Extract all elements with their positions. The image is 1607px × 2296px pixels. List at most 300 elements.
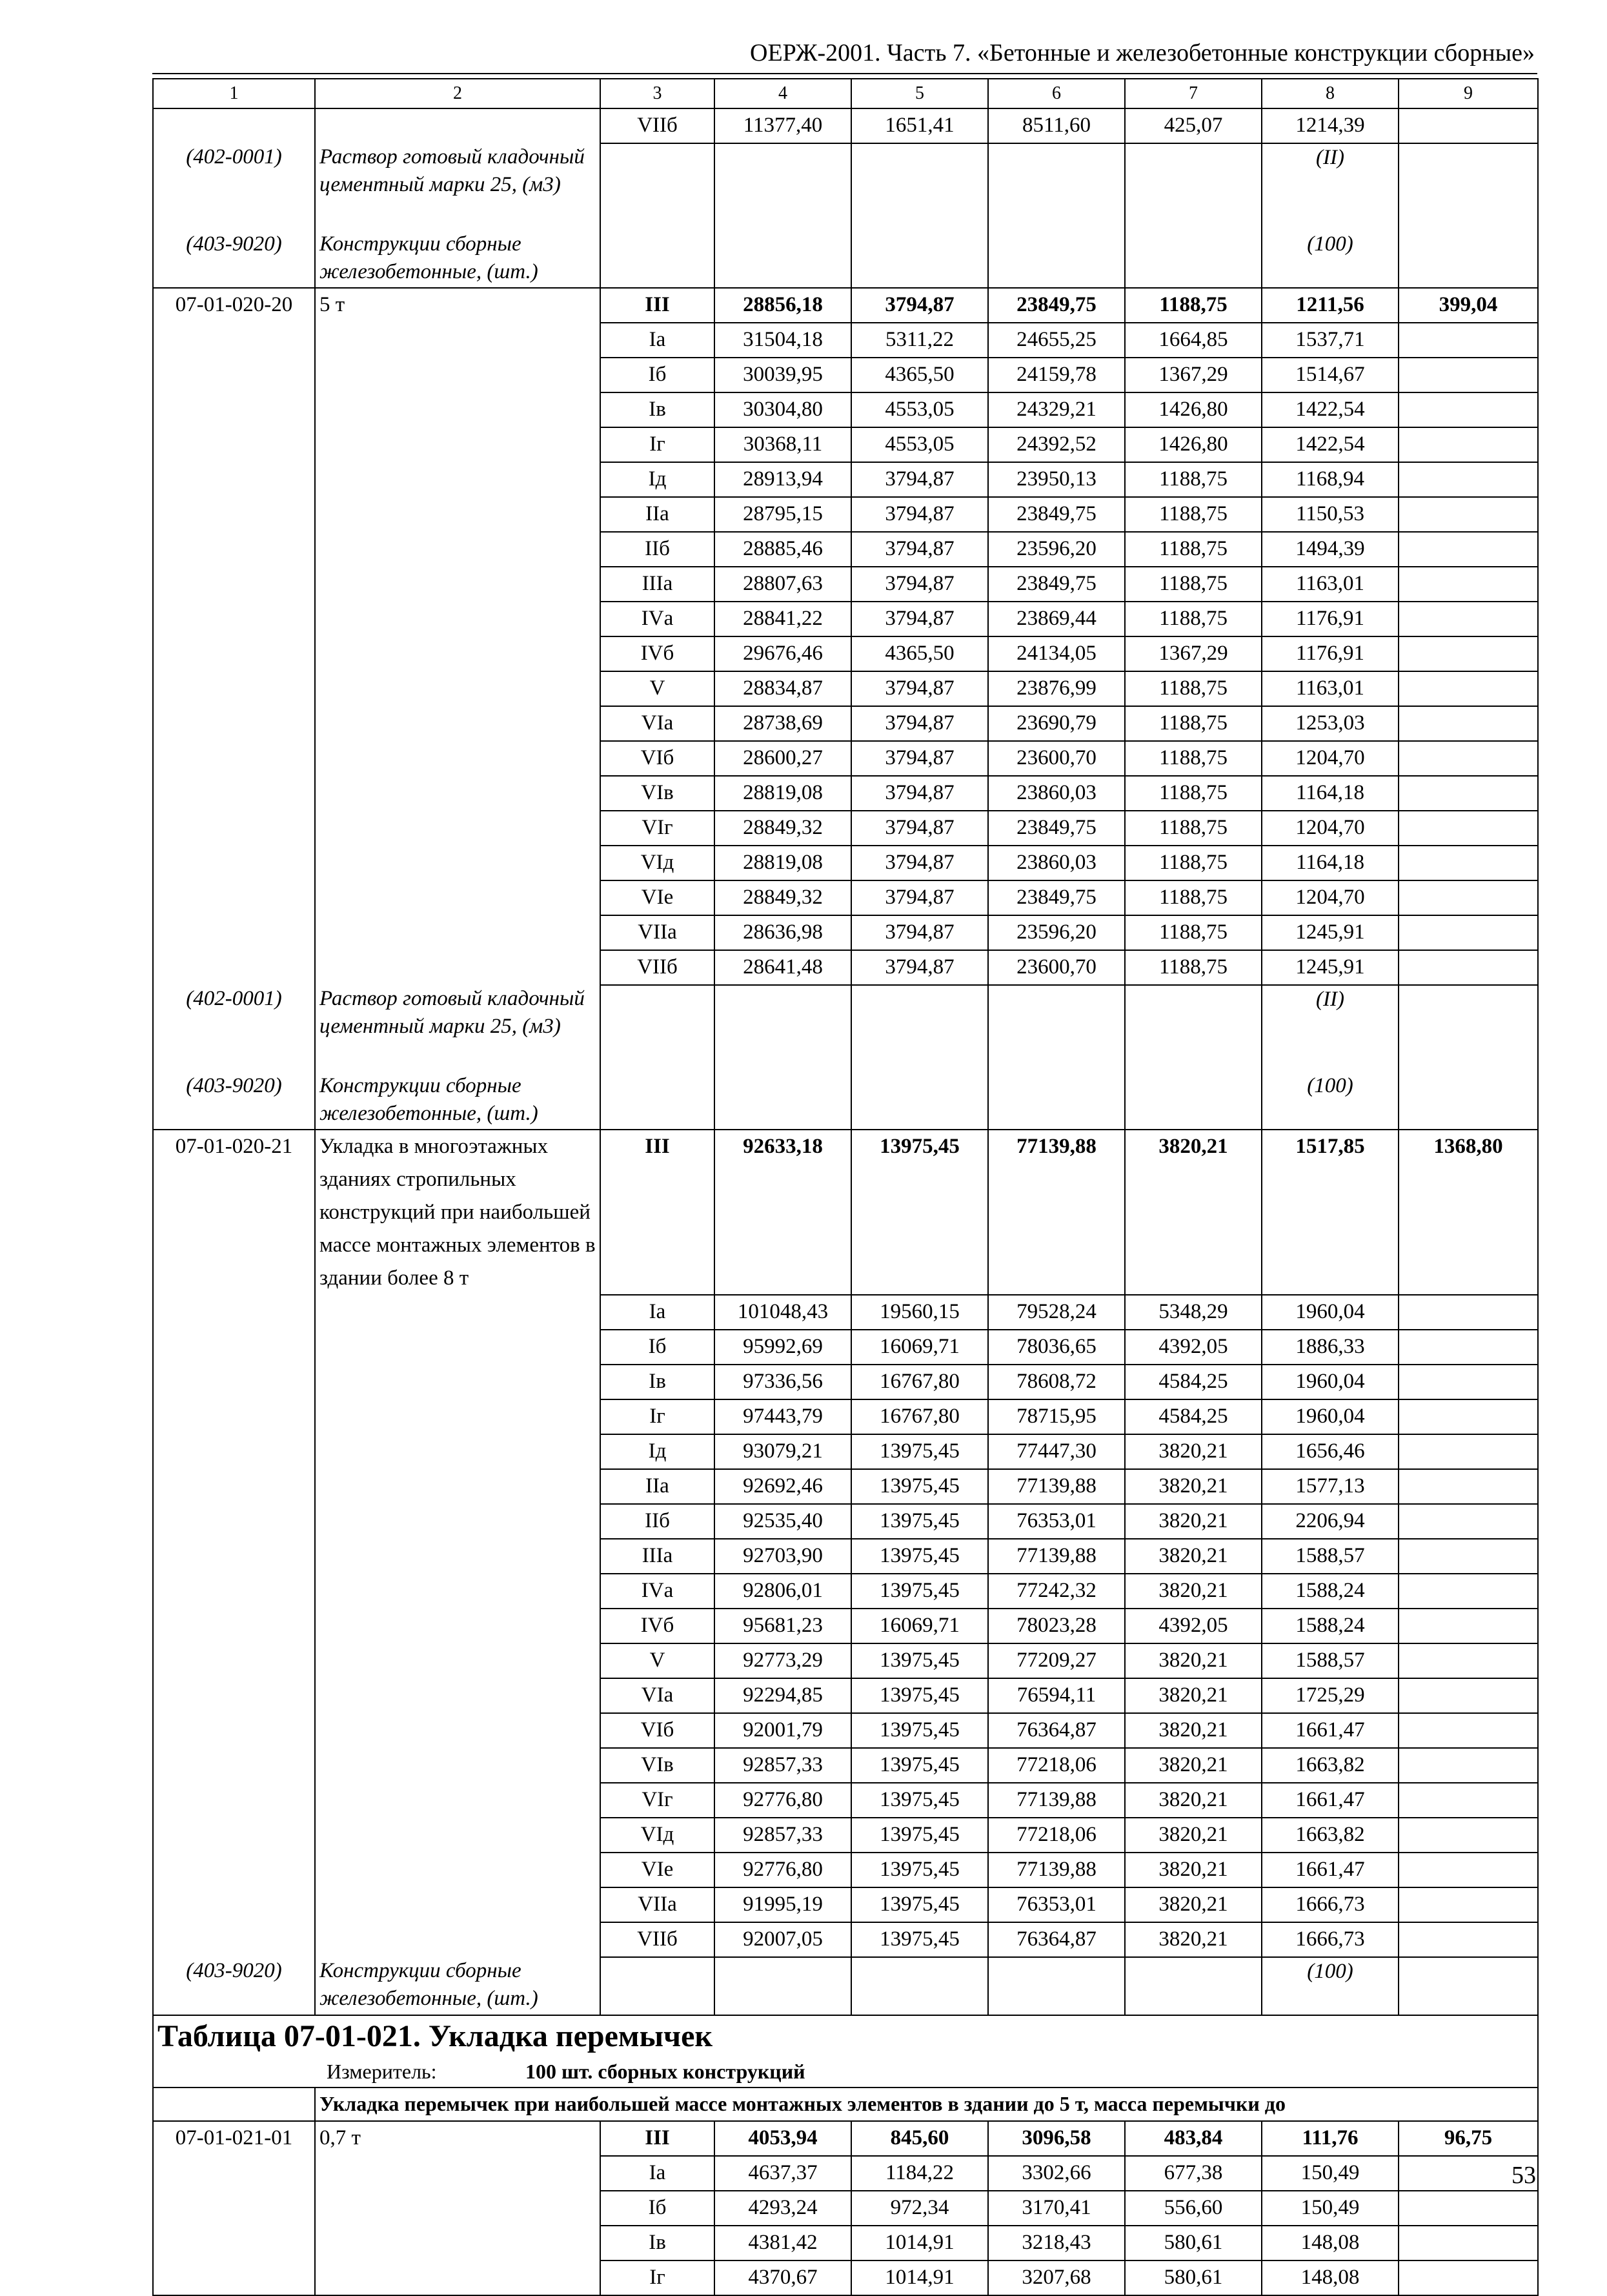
value-cell-c9 — [1399, 1609, 1538, 1643]
rate-name-cell — [315, 671, 600, 706]
value-cell-c6: 77139,88 — [988, 1539, 1125, 1574]
region-cell: IIб — [600, 532, 714, 567]
resource-code: (403-9020) — [153, 1957, 315, 2015]
value-cell-c6: 77242,32 — [988, 1574, 1125, 1609]
value-cell-c4: 28795,15 — [714, 497, 851, 532]
value-cell-c8: 1163,01 — [1262, 671, 1399, 706]
rate-name-cell — [315, 741, 600, 776]
value-cell-c8: 1661,47 — [1262, 1713, 1399, 1748]
value-cell-c5: 3794,87 — [851, 288, 988, 323]
rate-code-cell — [153, 1504, 315, 1539]
value-cell-c7: 4584,25 — [1125, 1399, 1262, 1434]
value-cell-c6: 77447,30 — [988, 1434, 1125, 1469]
value-cell-c5: 13975,45 — [851, 1818, 988, 1853]
value-cell-c8: 1960,04 — [1262, 1365, 1399, 1399]
value-cell-c5: 5311,22 — [851, 323, 988, 358]
rate-code-cell — [153, 602, 315, 636]
value-cell-c5: 13975,45 — [851, 1853, 988, 1887]
value-cell-c6: 3170,41 — [988, 2191, 1125, 2226]
value-cell-c5: 3794,87 — [851, 532, 988, 567]
value-cell-c9 — [1399, 1643, 1538, 1678]
rate-name-cell — [315, 2226, 600, 2260]
rate-code-cell — [153, 1295, 315, 1330]
empty-cell — [600, 985, 714, 1072]
value-cell-c8: 1163,01 — [1262, 567, 1399, 602]
rate-name-cell — [315, 358, 600, 392]
measure-label: Измеритель: — [327, 2060, 437, 2083]
resource-value: (II) — [1262, 143, 1399, 230]
value-cell-c6: 23876,99 — [988, 671, 1125, 706]
value-cell-c5: 13975,45 — [851, 1434, 988, 1469]
value-cell-c4: 92001,79 — [714, 1713, 851, 1748]
value-cell-c7: 3820,21 — [1125, 1130, 1262, 1295]
region-cell: Iг — [600, 427, 714, 462]
value-cell-c9 — [1399, 1399, 1538, 1434]
value-cell-c5: 3794,87 — [851, 671, 988, 706]
value-cell-c5: 3794,87 — [851, 776, 988, 811]
resource-value: (100) — [1262, 1957, 1399, 2015]
rate-code-cell — [153, 1783, 315, 1818]
empty-cell — [714, 1072, 851, 1130]
rate-code-cell — [153, 462, 315, 497]
value-cell-c4: 28738,69 — [714, 706, 851, 741]
rate-code-cell — [153, 497, 315, 532]
rate-name-cell — [315, 1748, 600, 1783]
value-cell-c7: 3820,21 — [1125, 1887, 1262, 1922]
value-cell-c4: 92806,01 — [714, 1574, 851, 1609]
value-cell-c4: 4381,42 — [714, 2226, 851, 2260]
resource-code: (403-9020) — [153, 1072, 315, 1130]
rate-code-cell — [153, 846, 315, 880]
table-row — [153, 1678, 1538, 1713]
value-cell-c6: 76364,87 — [988, 1713, 1125, 1748]
value-cell-c6: 78715,95 — [988, 1399, 1125, 1434]
value-cell-c9 — [1399, 2260, 1538, 2295]
value-cell-c9 — [1399, 1713, 1538, 1748]
table-row — [153, 462, 1538, 497]
rate-name-cell — [315, 567, 600, 602]
rate-name-cell — [315, 1539, 600, 1574]
subheading: Укладка перемычек при наибольшей массе монтажных элементов в здании до 5 т, масса перемычки до — [315, 2088, 1538, 2121]
column-number: 8 — [1262, 79, 1399, 108]
value-cell-c4: 4637,37 — [714, 2156, 851, 2191]
region-cell: V — [600, 671, 714, 706]
rate-code-cell — [153, 108, 315, 143]
value-cell-c4: 31504,18 — [714, 323, 851, 358]
value-cell-c8: 1204,70 — [1262, 880, 1399, 915]
table-row — [153, 2226, 1538, 2260]
value-cell-c7: 1188,75 — [1125, 776, 1262, 811]
value-cell-c4: 92294,85 — [714, 1678, 851, 1713]
rate-code-cell — [153, 358, 315, 392]
value-cell-c9 — [1399, 1539, 1538, 1574]
value-cell-c9 — [1399, 1574, 1538, 1609]
region-cell: III — [600, 1130, 714, 1295]
region-cell: VIг — [600, 811, 714, 846]
rate-code-cell — [153, 1713, 315, 1748]
value-cell-c6: 78036,65 — [988, 1330, 1125, 1365]
rate-name-cell — [315, 880, 600, 915]
value-cell-c6: 23860,03 — [988, 776, 1125, 811]
value-cell-c4: 28600,27 — [714, 741, 851, 776]
resource-value: (100) — [1262, 1072, 1399, 1130]
rate-code-cell — [153, 950, 315, 985]
value-cell-c9 — [1399, 497, 1538, 532]
rate-code-cell — [153, 427, 315, 462]
rate-code-cell: 07-01-021-01 — [153, 2121, 315, 2156]
value-cell-c4: 92776,80 — [714, 1783, 851, 1818]
value-cell-c5: 13975,45 — [851, 1469, 988, 1504]
region-cell: IVб — [600, 1609, 714, 1643]
value-cell-c4: 30368,11 — [714, 427, 851, 462]
value-cell-c7: 3820,21 — [1125, 1678, 1262, 1713]
rate-name-cell — [315, 392, 600, 427]
rate-name-cell — [315, 1574, 600, 1609]
rate-code-cell — [153, 1609, 315, 1643]
rate-code-cell — [153, 880, 315, 915]
rate-name-cell — [315, 846, 600, 880]
value-cell-c7: 1188,75 — [1125, 880, 1262, 915]
value-cell-c7: 5348,29 — [1125, 1295, 1262, 1330]
table-row — [153, 288, 1538, 323]
rate-name-cell: 0,7 т — [315, 2121, 600, 2156]
value-cell-c9 — [1399, 108, 1538, 143]
rate-code-cell — [153, 706, 315, 741]
value-cell-c4: 28885,46 — [714, 532, 851, 567]
value-cell-c8: 1245,91 — [1262, 950, 1399, 985]
value-cell-c8: 1150,53 — [1262, 497, 1399, 532]
empty-cell — [600, 230, 714, 288]
value-cell-c5: 845,60 — [851, 2121, 988, 2156]
value-cell-c6: 24134,05 — [988, 636, 1125, 671]
region-cell: V — [600, 1643, 714, 1678]
column-number: 2 — [315, 79, 600, 108]
rate-name-cell — [315, 950, 600, 985]
measure-cell — [153, 2057, 1538, 2088]
page-header: ОЕРЖ-2001. Часть 7. «Бетонные и железобетонные конструкции сборные» — [750, 39, 1535, 66]
region-cell: Iв — [600, 1365, 714, 1399]
rate-name-cell — [315, 1887, 600, 1922]
rate-code-cell: 07-01-020-20 — [153, 288, 315, 323]
value-cell-c5: 3794,87 — [851, 950, 988, 985]
empty-cell — [988, 1957, 1125, 2015]
value-cell-c7: 1188,75 — [1125, 706, 1262, 741]
value-cell-c4: 28849,32 — [714, 811, 851, 846]
region-cell: VIб — [600, 1713, 714, 1748]
rate-name-cell — [315, 636, 600, 671]
value-cell-c7: 4392,05 — [1125, 1609, 1262, 1643]
value-cell-c6: 23596,20 — [988, 915, 1125, 950]
value-cell-c5: 1651,41 — [851, 108, 988, 143]
value-cell-c9: 1368,80 — [1399, 1130, 1538, 1295]
value-cell-c6: 23600,70 — [988, 741, 1125, 776]
rate-name-cell — [315, 427, 600, 462]
table-row — [153, 2121, 1538, 2156]
value-cell-c5: 3794,87 — [851, 567, 988, 602]
rate-name-cell — [315, 706, 600, 741]
region-cell: VIа — [600, 1678, 714, 1713]
value-cell-c9: 96,75 — [1399, 2121, 1538, 2156]
rate-name-cell — [315, 915, 600, 950]
value-cell-c7: 3820,21 — [1125, 1783, 1262, 1818]
column-number: 4 — [714, 79, 851, 108]
table-row — [153, 1609, 1538, 1643]
region-cell: Iг — [600, 2260, 714, 2295]
value-cell-c7: 1188,75 — [1125, 288, 1262, 323]
value-cell-c6: 77209,27 — [988, 1643, 1125, 1678]
value-cell-c7: 3820,21 — [1125, 1818, 1262, 1853]
value-cell-c9 — [1399, 776, 1538, 811]
value-cell-c5: 13975,45 — [851, 1887, 988, 1922]
region-cell: Iб — [600, 1330, 714, 1365]
value-cell-c6: 24329,21 — [988, 392, 1125, 427]
table-row — [153, 811, 1538, 846]
rate-name-cell — [315, 1365, 600, 1399]
value-cell-c4: 4053,94 — [714, 2121, 851, 2156]
table-row — [153, 1434, 1538, 1469]
value-cell-c8: 1663,82 — [1262, 1818, 1399, 1853]
value-cell-c9 — [1399, 1504, 1538, 1539]
value-cell-c6: 23849,75 — [988, 880, 1125, 915]
rate-name-cell — [315, 1504, 600, 1539]
value-cell-c7: 4392,05 — [1125, 1330, 1262, 1365]
value-cell-c7: 1367,29 — [1125, 636, 1262, 671]
empty-cell — [851, 985, 988, 1072]
region-cell: VIIа — [600, 1887, 714, 1922]
value-cell-c7: 1188,75 — [1125, 567, 1262, 602]
table-row — [153, 1330, 1538, 1365]
value-cell-c8: 1176,91 — [1262, 636, 1399, 671]
value-cell-c6: 24392,52 — [988, 427, 1125, 462]
rate-code-cell — [153, 1922, 315, 1957]
empty-cell — [1399, 143, 1538, 230]
value-cell-c7: 1367,29 — [1125, 358, 1262, 392]
value-cell-c8: 1514,67 — [1262, 358, 1399, 392]
value-cell-c9 — [1399, 1469, 1538, 1504]
value-cell-c9 — [1399, 846, 1538, 880]
value-cell-c8: 1245,91 — [1262, 915, 1399, 950]
region-cell: VIе — [600, 880, 714, 915]
region-cell: VIIа — [600, 915, 714, 950]
value-cell-c7: 1188,75 — [1125, 532, 1262, 567]
rate-code-cell — [153, 2191, 315, 2226]
rate-code-cell — [153, 2260, 315, 2295]
rate-name-cell — [315, 1853, 600, 1887]
rate-name-cell — [315, 1713, 600, 1748]
table-row — [153, 1399, 1538, 1434]
value-cell-c9: 399,04 — [1399, 288, 1538, 323]
value-cell-c9 — [1399, 1922, 1538, 1957]
value-cell-c5: 3794,87 — [851, 915, 988, 950]
table-row — [153, 671, 1538, 706]
value-cell-c7: 3820,21 — [1125, 1853, 1262, 1887]
empty-cell — [851, 230, 988, 288]
region-cell: IVа — [600, 602, 714, 636]
value-cell-c8: 1577,13 — [1262, 1469, 1399, 1504]
value-cell-c6: 78023,28 — [988, 1609, 1125, 1643]
value-cell-c5: 1184,22 — [851, 2156, 988, 2191]
value-cell-c8: 1588,24 — [1262, 1574, 1399, 1609]
empty-cell — [1125, 1072, 1262, 1130]
table-row — [153, 1853, 1538, 1887]
value-cell-c5: 13975,45 — [851, 1504, 988, 1539]
rate-code-cell — [153, 1469, 315, 1504]
empty-cell — [851, 143, 988, 230]
empty-cell — [714, 143, 851, 230]
page-number: 53 — [1511, 2162, 1536, 2189]
rate-code-cell — [153, 811, 315, 846]
value-cell-c4: 97336,56 — [714, 1365, 851, 1399]
value-cell-c7: 580,61 — [1125, 2260, 1262, 2295]
value-cell-c9 — [1399, 880, 1538, 915]
value-cell-c7: 1188,75 — [1125, 811, 1262, 846]
value-cell-c8: 1666,73 — [1262, 1887, 1399, 1922]
value-cell-c7: 1188,75 — [1125, 462, 1262, 497]
value-cell-c5: 3794,87 — [851, 602, 988, 636]
value-cell-c9 — [1399, 1748, 1538, 1783]
value-cell-c4: 28807,63 — [714, 567, 851, 602]
empty-cell — [1125, 1957, 1262, 2015]
table-row — [153, 636, 1538, 671]
value-cell-c4: 92773,29 — [714, 1643, 851, 1678]
column-number: 3 — [600, 79, 714, 108]
value-cell-c9 — [1399, 1434, 1538, 1469]
rate-name-cell — [315, 1678, 600, 1713]
value-cell-c4: 92007,05 — [714, 1922, 851, 1957]
value-cell-c7: 3820,21 — [1125, 1539, 1262, 1574]
value-cell-c8: 1422,54 — [1262, 392, 1399, 427]
region-cell: VIб — [600, 741, 714, 776]
empty-cell — [1399, 1072, 1538, 1130]
value-cell-c9 — [1399, 392, 1538, 427]
region-cell: IIа — [600, 1469, 714, 1504]
region-cell: Iв — [600, 392, 714, 427]
value-cell-c9 — [1399, 915, 1538, 950]
resource-name: Раствор готовый кладочный цементный марки 25, (м3) — [315, 985, 600, 1072]
rate-code-cell — [153, 741, 315, 776]
table-row — [153, 392, 1538, 427]
region-cell: IIIа — [600, 567, 714, 602]
value-cell-c9 — [1399, 1887, 1538, 1922]
table-row — [153, 706, 1538, 741]
value-cell-c6: 23849,75 — [988, 288, 1125, 323]
value-cell-c5: 13975,45 — [851, 1713, 988, 1748]
rate-name-cell — [315, 2260, 600, 2295]
value-cell-c9 — [1399, 2191, 1538, 2226]
rate-code-cell — [153, 1434, 315, 1469]
rate-code-cell — [153, 1330, 315, 1365]
rate-code-cell — [153, 392, 315, 427]
value-cell-c7: 4584,25 — [1125, 1365, 1262, 1399]
empty-cell — [600, 1957, 714, 2015]
empty-cell — [1125, 985, 1262, 1072]
rate-code-cell — [153, 776, 315, 811]
value-cell-c6: 76353,01 — [988, 1504, 1125, 1539]
value-cell-c7: 1188,75 — [1125, 915, 1262, 950]
value-cell-c8: 111,76 — [1262, 2121, 1399, 2156]
column-number: 7 — [1125, 79, 1262, 108]
empty-cell — [1125, 230, 1262, 288]
value-cell-c7: 3820,21 — [1125, 1643, 1262, 1678]
value-cell-c5: 16767,80 — [851, 1365, 988, 1399]
value-cell-c5: 16767,80 — [851, 1399, 988, 1434]
table-row — [153, 532, 1538, 567]
value-cell-c8: 1886,33 — [1262, 1330, 1399, 1365]
value-cell-c8: 148,08 — [1262, 2226, 1399, 2260]
value-cell-c4: 91995,19 — [714, 1887, 851, 1922]
table-row — [153, 1818, 1538, 1853]
region-cell: Iа — [600, 1295, 714, 1330]
value-cell-c5: 3794,87 — [851, 846, 988, 880]
value-cell-c6: 77139,88 — [988, 1130, 1125, 1295]
empty-cell — [988, 985, 1125, 1072]
value-cell-c7: 1664,85 — [1125, 323, 1262, 358]
value-cell-c8: 1204,70 — [1262, 741, 1399, 776]
value-cell-c4: 11377,40 — [714, 108, 851, 143]
region-cell: Iв — [600, 2226, 714, 2260]
value-cell-c9 — [1399, 1818, 1538, 1853]
empty-cell — [1399, 1957, 1538, 2015]
resource-row — [153, 230, 1538, 288]
value-cell-c6: 76353,01 — [988, 1887, 1125, 1922]
resource-name: Раствор готовый кладочный цементный марки 25, (м3) — [315, 143, 600, 230]
value-cell-c4: 28913,94 — [714, 462, 851, 497]
value-cell-c4: 92692,46 — [714, 1469, 851, 1504]
value-cell-c6: 23860,03 — [988, 846, 1125, 880]
region-cell: VIд — [600, 1818, 714, 1853]
value-cell-c4: 30304,80 — [714, 392, 851, 427]
table-row — [153, 323, 1538, 358]
rate-code-cell — [153, 1365, 315, 1399]
value-cell-c9 — [1399, 741, 1538, 776]
value-cell-c7: 3820,21 — [1125, 1713, 1262, 1748]
value-cell-c9 — [1399, 462, 1538, 497]
value-cell-c5: 4553,05 — [851, 392, 988, 427]
rate-name-cell — [315, 462, 600, 497]
value-cell-c9 — [1399, 1295, 1538, 1330]
rate-name-cell — [315, 1818, 600, 1853]
value-cell-c5: 4553,05 — [851, 427, 988, 462]
table-row — [153, 2260, 1538, 2295]
rate-name-cell — [315, 1609, 600, 1643]
rate-name-cell: Укладка в многоэтажных зданиях стропильных конструкций при наибольшей массе монтажных элементов в здании более 8 т — [315, 1130, 600, 1295]
region-cell: VIв — [600, 1748, 714, 1783]
table-row — [153, 1922, 1538, 1957]
table-row — [153, 358, 1538, 392]
empty-cell — [153, 2088, 315, 2121]
value-cell-c8: 1422,54 — [1262, 427, 1399, 462]
value-cell-c5: 3794,87 — [851, 706, 988, 741]
value-cell-c7: 677,38 — [1125, 2156, 1262, 2191]
value-cell-c5: 3794,87 — [851, 741, 988, 776]
value-cell-c6: 3302,66 — [988, 2156, 1125, 2191]
value-cell-c9 — [1399, 1678, 1538, 1713]
table-row — [153, 776, 1538, 811]
resource-code: (402-0001) — [153, 143, 315, 230]
value-cell-c4: 95992,69 — [714, 1330, 851, 1365]
value-cell-c5: 16069,71 — [851, 1609, 988, 1643]
region-cell: IVа — [600, 1574, 714, 1609]
value-cell-c6: 77139,88 — [988, 1469, 1125, 1504]
rate-name-cell — [315, 532, 600, 567]
value-cell-c8: 1164,18 — [1262, 776, 1399, 811]
table-row — [153, 567, 1538, 602]
value-cell-c8: 1204,70 — [1262, 811, 1399, 846]
rate-code-cell — [153, 1643, 315, 1678]
header-rule — [152, 73, 1537, 74]
resource-code: (403-9020) — [153, 230, 315, 288]
value-cell-c4: 4293,24 — [714, 2191, 851, 2226]
